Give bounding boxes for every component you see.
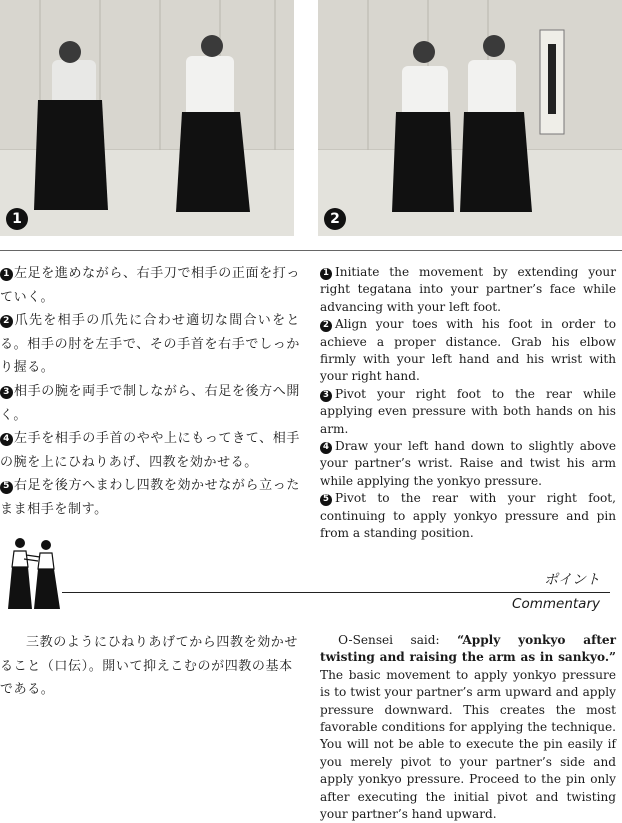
aikido-sketch-illustration [0,535,68,615]
step-badge: 2 [324,208,346,230]
step-en [320,264,616,316]
step-ja-text: 爪先を相手の爪先に合わせ適切な間合いをとる。相手の肘を左手で、その手首を右手でしっかり握る。 [0,313,300,376]
step-number: 4 [320,442,332,454]
step-ja [0,427,300,474]
step-ja-text: 左足を進めながら、右手刀で相手の正面を打っていく。 [0,266,300,305]
photo-step-1 [0,0,294,236]
commentary-body: The basic movement to apply yonkyo pressure is to twist your partner’s arm upward and apply pressure downward. This creates the most favorable conditions for applying the technique. You will not be able to execute the pin easily if you merely pivot to your partner’s side and apply yonkyo pressure. Proceed to the pin only after executing the initial pivot and twisting your partner’s hand upward. [320,667,616,822]
step-number: 2 [320,320,332,332]
step-en-text: Pivot to the rear with your right foot, continuing to apply yonkyo pressure and pin from a standing position. [320,491,616,541]
step-number: 1 [320,268,332,280]
step-ja [0,309,300,380]
steps-japanese [0,262,300,522]
step-en-text: Draw your left hand down to slightly above your partner’s wrist. Raise and twist his arm while applying the yonkyo pressure. [320,439,616,488]
step-en [320,386,616,438]
commentary-quote: “Apply yonkyo after twisting and raising the arm as in sankyo.” [320,633,616,665]
photo-step-1-image [0,0,294,236]
step-number: 5 [320,494,332,506]
step-ja [0,262,300,309]
step-number: 2 [0,315,13,328]
step-number: 4 [0,433,13,446]
step-en-text: Align your toes with his foot in order to achieve a proper distance. Grab his elbow firmly with your left hand and his wrist with your right hand. [320,317,616,384]
steps-english [320,264,616,543]
step-ja [0,380,300,427]
photo-step-2-image [318,0,622,236]
step-number: 5 [0,481,13,494]
step-ja-text: 右足を後方へまわし四教を効かせながら立ったまま相手を制す。 [0,478,300,517]
step-number: 1 [0,268,13,281]
step-en-text: Initiate the movement by extending your right tegatana into your partner’s face while advancing with your left foot. [320,265,616,314]
commentary-japanese: 三教のようにひねりあげてから四教を効かせること（口伝）。開いて抑えこむのが四教の基本である。 [0,635,299,698]
photo-step-2 [318,0,622,236]
section-divider [0,250,622,251]
step-en [320,316,616,386]
commentary-divider [62,592,610,593]
step-ja [0,474,300,521]
section-title-japanese: ポイント [544,572,600,588]
commentary-lead: O-Sensei said: [338,633,458,647]
commentary-english [320,632,616,823]
step-badge: 1 [6,208,28,230]
step-en [320,490,616,542]
step-ja-text: 左手を相手の手首のやや上にもってきて、相手の腕を上にひねりあげ、四教を効かせる。 [0,431,300,470]
step-en-text: Pivot your right foot to the rear while applying even pressure with both hands on his arm. [320,386,616,436]
section-title-english: Commentary [512,596,600,612]
step-number: 3 [320,390,332,402]
step-number: 3 [0,386,13,399]
step-en [320,438,616,490]
step-ja-text: 相手の腕を両手で制しながら、右足を後方へ開く。 [0,383,300,423]
